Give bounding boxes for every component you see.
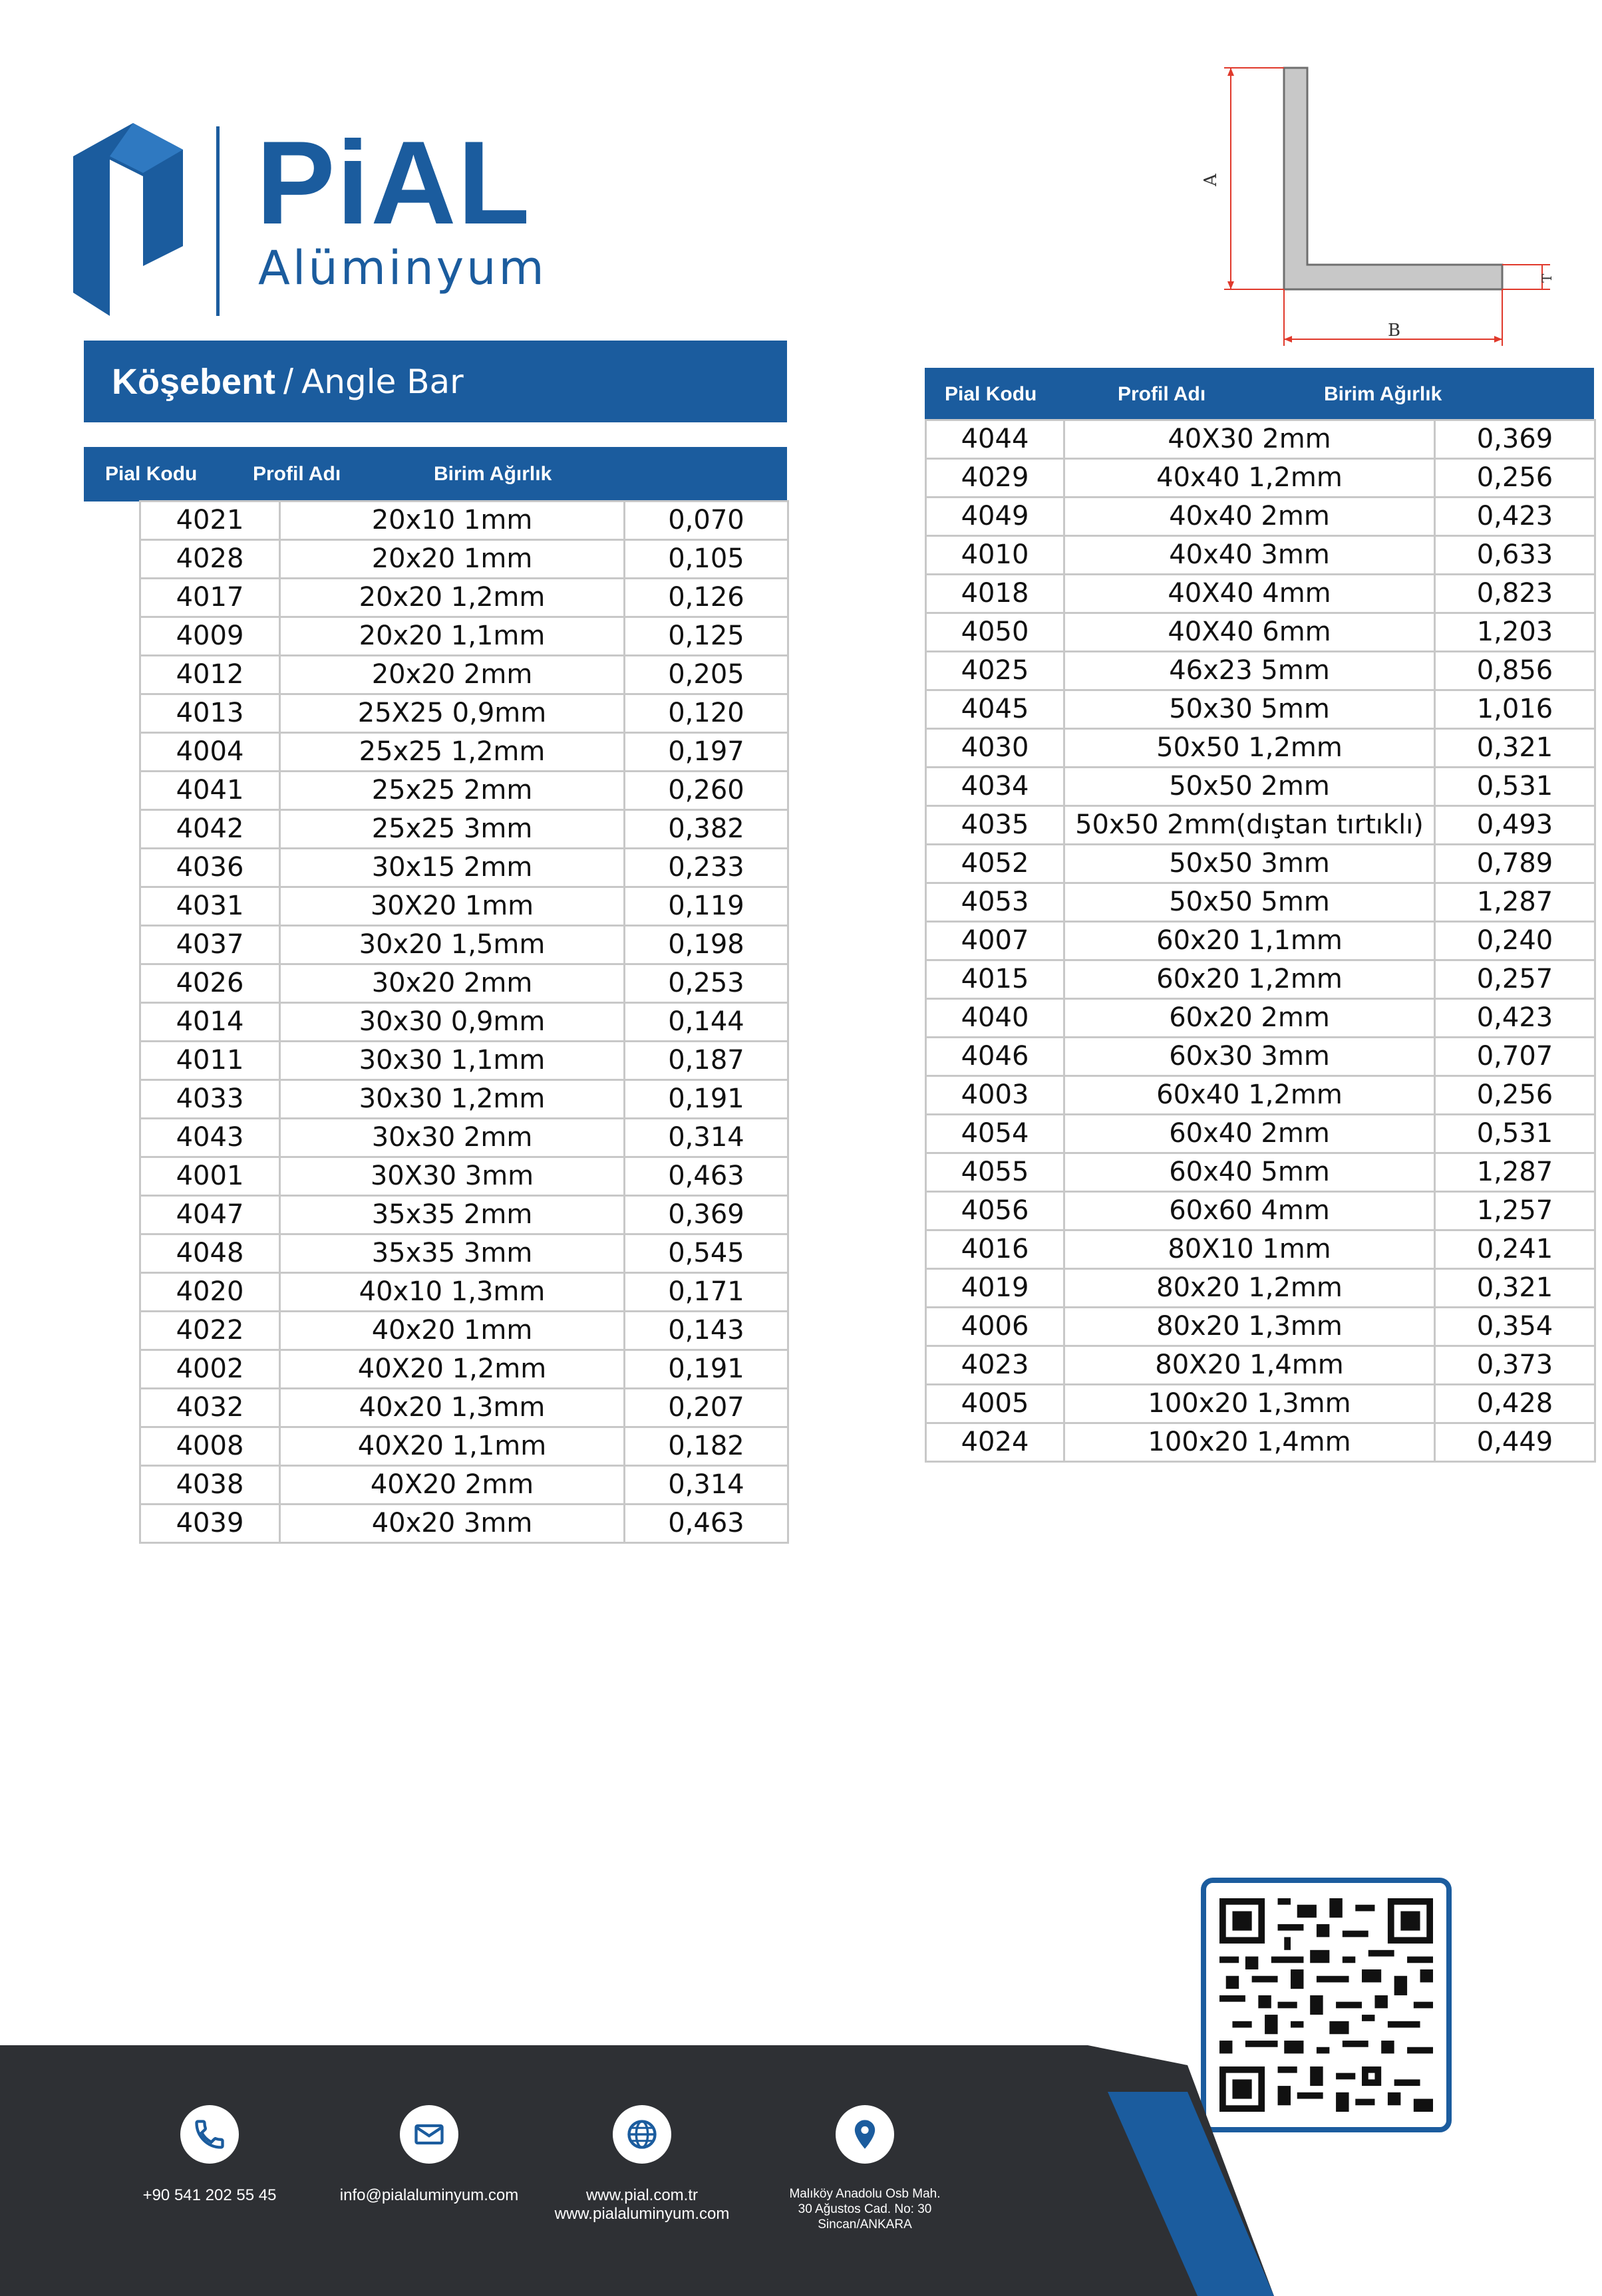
unit-weight: 0,321 [1435,1269,1595,1308]
table-row [926,1076,1595,1115]
profile-name: 40x20 3mm [280,1505,625,1543]
profile-code: 4022 [140,1312,280,1350]
unit-weight: 0,143 [625,1312,788,1350]
table-row [926,1153,1595,1192]
unit-weight: 0,423 [1435,498,1595,536]
table-row [926,652,1595,690]
unit-weight: 0,105 [625,540,788,579]
unit-weight: 0,171 [625,1273,788,1312]
profile-code: 4032 [140,1389,280,1427]
profile-code: 4021 [140,502,280,540]
unit-weight: 0,463 [625,1505,788,1543]
table-row [140,1234,788,1273]
profile-code: 4025 [926,652,1064,690]
header-code: Pial Kodu [945,383,1037,405]
profile-name: 40X20 2mm [280,1466,625,1505]
section-title-bar [84,341,787,422]
profile-name: 25x25 3mm [280,810,625,849]
profile-name: 50x30 5mm [1064,690,1435,729]
table-row [926,999,1595,1038]
location-icon [848,2117,882,2152]
unit-weight: 0,256 [1435,459,1595,498]
profile-name: 30x20 2mm [280,964,625,1003]
table-row [926,1192,1595,1230]
profile-name: 40X40 4mm [1064,575,1435,613]
unit-weight: 0,197 [625,733,788,772]
profile-name: 40x20 1,3mm [280,1389,625,1427]
table-row [140,540,788,579]
profile-name: 30x15 2mm [280,849,625,887]
profile-name: 80X10 1mm [1064,1230,1435,1269]
dimension-a-label: A [1201,174,1221,186]
table-row [926,613,1595,652]
profile-code: 4043 [140,1119,280,1157]
table-row [140,1196,788,1234]
profile-code: 4005 [926,1385,1064,1423]
profile-code: 4015 [926,960,1064,999]
profile-name: 20x20 1,1mm [280,617,625,656]
profile-code: 4044 [926,420,1064,459]
unit-weight: 0,428 [1435,1385,1595,1423]
header-name: Profil Adı [1118,383,1206,405]
table-row [140,617,788,656]
unit-weight: 0,198 [625,926,788,964]
table-row [926,1115,1595,1153]
unit-weight: 0,207 [625,1389,788,1427]
table-row [140,1157,788,1196]
profile-code: 4029 [926,459,1064,498]
profile-code: 4056 [926,1192,1064,1230]
profile-name: 35x35 3mm [280,1234,625,1273]
profile-code: 4030 [926,729,1064,768]
profile-code: 4045 [926,690,1064,729]
unit-weight: 0,369 [625,1196,788,1234]
website-1: www.pial.com.tr [585,2186,699,2204]
profile-code: 4009 [140,617,280,656]
table-row [926,498,1595,536]
unit-weight: 0,233 [625,849,788,887]
unit-weight: 0,463 [625,1157,788,1196]
profile-name: 30x30 2mm [280,1119,625,1157]
unit-weight: 0,823 [1435,575,1595,613]
unit-weight: 0,856 [1435,652,1595,690]
profile-name: 60x40 5mm [1064,1153,1435,1192]
unit-weight: 0,423 [1435,999,1595,1038]
unit-weight: 0,531 [1435,1115,1595,1153]
section-title-separator: / [283,361,294,402]
profile-name: 25X25 0,9mm [280,694,625,733]
table-row [926,922,1595,960]
profile-name: 20x10 1mm [280,502,625,540]
mail-icon [412,2117,446,2152]
unit-weight: 0,314 [625,1119,788,1157]
profile-code: 4017 [140,579,280,617]
profile-name: 40X40 6mm [1064,613,1435,652]
address-line-1: Malıköy Anadolu Osb Mah. [789,2187,941,2201]
profile-code: 4010 [926,536,1064,575]
dimension-t-label: T [1539,273,1555,283]
profile-code: 4040 [926,999,1064,1038]
unit-weight: 0,260 [625,772,788,810]
profile-code: 4036 [140,849,280,887]
unit-weight: 1,287 [1435,1153,1595,1192]
profile-name: 40X30 2mm [1064,420,1435,459]
profile-code: 4055 [926,1153,1064,1192]
unit-weight: 0,144 [625,1003,788,1042]
profile-name: 60x30 3mm [1064,1038,1435,1076]
profile-name: 80x20 1,2mm [1064,1269,1435,1308]
table-row [140,849,788,887]
unit-weight: 0,191 [625,1080,788,1119]
table-row [926,729,1595,768]
address-line-3: Sincan/ANKARA [818,2218,912,2231]
profile-code: 4048 [140,1234,280,1273]
profile-name: 40x40 2mm [1064,498,1435,536]
profile-code: 4004 [140,733,280,772]
unit-weight: 0,531 [1435,768,1595,806]
profile-name: 40x40 3mm [1064,536,1435,575]
profile-code: 4018 [926,575,1064,613]
unit-weight: 0,120 [625,694,788,733]
unit-weight: 0,373 [1435,1346,1595,1385]
phone-number: +90 541 202 55 45 [142,2186,277,2204]
profile-code: 4052 [926,845,1064,883]
table-row [140,694,788,733]
section-title-tr: Köşebent [112,361,276,402]
table-row [926,690,1595,729]
profile-code: 4054 [926,1115,1064,1153]
table-row [140,579,788,617]
unit-weight: 0,354 [1435,1308,1595,1346]
profile-code: 4006 [926,1308,1064,1346]
table-row [140,926,788,964]
profile-code: 4007 [926,922,1064,960]
contact-address[interactable] [758,2105,971,2232]
profile-name: 30X30 3mm [280,1157,625,1196]
email-address: info@pialaluminyum.com [339,2186,519,2204]
profile-code: 4001 [140,1157,280,1196]
table-row [926,1346,1595,1385]
header-name: Profil Adı [253,463,341,485]
profile-code: 4049 [926,498,1064,536]
table-row [140,1427,788,1466]
profile-code: 4053 [926,883,1064,922]
table-row [140,1389,788,1427]
profile-code: 4042 [140,810,280,849]
profile-name: 40x20 1mm [280,1312,625,1350]
table-row [140,733,788,772]
pial-logo-mark-icon [73,123,186,316]
unit-weight: 0,241 [1435,1230,1595,1269]
table-row [140,772,788,810]
profile-name: 40x40 1,2mm [1064,459,1435,498]
profile-code: 4014 [140,1003,280,1042]
profile-name: 60x40 2mm [1064,1115,1435,1153]
table-row [140,1273,788,1312]
unit-weight: 0,314 [625,1466,788,1505]
globe-icon [625,2117,659,2152]
profile-code: 4011 [140,1042,280,1080]
profile-name: 30x30 1,1mm [280,1042,625,1080]
contact-phone[interactable] [103,2105,316,2205]
unit-weight: 0,126 [625,579,788,617]
profile-code: 4046 [926,1038,1064,1076]
unit-weight: 1,287 [1435,883,1595,922]
profile-code: 4050 [926,613,1064,652]
profile-code: 4035 [926,806,1064,845]
profile-code: 4037 [140,926,280,964]
right-profile-table [925,419,1596,1463]
right-table-header [925,368,1594,421]
profile-name: 50x50 5mm [1064,883,1435,922]
profile-code: 4026 [140,964,280,1003]
website-2: www.pialaluminyum.com [554,2205,730,2223]
table-row [926,960,1595,999]
unit-weight: 0,382 [625,810,788,849]
profile-code: 4002 [140,1350,280,1389]
unit-weight: 0,633 [1435,536,1595,575]
profile-name: 50x50 2mm [1064,768,1435,806]
profile-name: 60x60 4mm [1064,1192,1435,1230]
profile-name: 100x20 1,3mm [1064,1385,1435,1423]
profile-code: 4047 [140,1196,280,1234]
profile-code: 4031 [140,887,280,926]
unit-weight: 0,789 [1435,845,1595,883]
profile-name: 60x20 2mm [1064,999,1435,1038]
profile-code: 4019 [926,1269,1064,1308]
profile-name: 40x10 1,3mm [280,1273,625,1312]
unit-weight: 0,119 [625,887,788,926]
unit-weight: 0,369 [1435,420,1595,459]
section-title-en: Angle Bar [301,362,464,401]
header-weight: Birim Ağırlık [1324,383,1442,405]
unit-weight: 0,257 [1435,960,1595,999]
brand-name: PiAL [256,116,532,249]
left-table-header [84,447,787,502]
table-row [140,656,788,694]
profile-name: 80x20 1,3mm [1064,1308,1435,1346]
unit-weight: 0,493 [1435,806,1595,845]
table-row [926,845,1595,883]
profile-name: 46x23 5mm [1064,652,1435,690]
table-row [140,1466,788,1505]
unit-weight: 0,707 [1435,1038,1595,1076]
profile-name: 60x20 1,1mm [1064,922,1435,960]
table-row [140,1003,788,1042]
table-row [926,420,1595,459]
unit-weight: 0,187 [625,1042,788,1080]
table-row [140,1312,788,1350]
table-row [140,1042,788,1080]
left-profile-table [139,500,789,1544]
brand-subtitle: Alüminyum [258,241,547,295]
table-row [926,536,1595,575]
contact-email[interactable] [323,2105,536,2205]
unit-weight: 0,205 [625,656,788,694]
profile-code: 4023 [926,1346,1064,1385]
address-line-2: 30 Ağustos Cad. No: 30 [798,2202,932,2216]
profile-code: 4008 [140,1427,280,1466]
profile-name: 20x20 1mm [280,540,625,579]
unit-weight: 0,240 [1435,922,1595,960]
profile-code: 4033 [140,1080,280,1119]
profile-name: 20x20 2mm [280,656,625,694]
profile-name: 25x25 2mm [280,772,625,810]
unit-weight: 0,125 [625,617,788,656]
unit-weight: 0,070 [625,502,788,540]
phone-icon [192,2117,227,2152]
unit-weight: 0,182 [625,1427,788,1466]
table-row [140,1350,788,1389]
profile-code: 4041 [140,772,280,810]
table-row [926,1385,1595,1423]
profile-code: 4013 [140,694,280,733]
profile-name: 40X20 1,2mm [280,1350,625,1389]
table-row [926,1038,1595,1076]
brand-logo [73,116,552,316]
angle-profile-diagram [1201,53,1563,359]
header-code: Pial Kodu [105,463,198,485]
profile-code: 4024 [926,1423,1064,1462]
table-row [926,1269,1595,1308]
profile-name: 30x20 1,5mm [280,926,625,964]
unit-weight: 0,256 [1435,1076,1595,1115]
profile-name: 60x40 1,2mm [1064,1076,1435,1115]
unit-weight: 0,321 [1435,729,1595,768]
profile-code: 4028 [140,540,280,579]
footer [0,2045,1602,2296]
profile-name: 25x25 1,2mm [280,733,625,772]
table-row [926,459,1595,498]
profile-name: 30X20 1mm [280,887,625,926]
profile-name: 60x20 1,2mm [1064,960,1435,999]
logo-separator [216,126,220,316]
unit-weight: 1,016 [1435,690,1595,729]
profile-name: 50x50 2mm(dıştan tırtıklı) [1064,806,1435,845]
table-row [926,883,1595,922]
profile-name: 80X20 1,4mm [1064,1346,1435,1385]
table-row [926,1230,1595,1269]
table-row [140,502,788,540]
table-row [926,1308,1595,1346]
profile-code: 4016 [926,1230,1064,1269]
dimension-b-label: B [1388,321,1401,341]
unit-weight: 0,191 [625,1350,788,1389]
unit-weight: 0,545 [625,1234,788,1273]
profile-name: 30x30 0,9mm [280,1003,625,1042]
profile-name: 100x20 1,4mm [1064,1423,1435,1462]
profile-code: 4003 [926,1076,1064,1115]
table-row [140,887,788,926]
unit-weight: 0,449 [1435,1423,1595,1462]
profile-name: 20x20 1,2mm [280,579,625,617]
header-weight: Birim Ağırlık [434,463,552,485]
profile-name: 35x35 2mm [280,1196,625,1234]
table-row [140,1505,788,1543]
table-row [926,1423,1595,1462]
profile-name: 30x30 1,2mm [280,1080,625,1119]
table-row [926,806,1595,845]
profile-code: 4039 [140,1505,280,1543]
table-row [140,964,788,1003]
table-row [140,810,788,849]
contact-website[interactable] [536,2105,748,2224]
profile-code: 4012 [140,656,280,694]
profile-name: 50x50 3mm [1064,845,1435,883]
table-row [140,1080,788,1119]
profile-name: 50x50 1,2mm [1064,729,1435,768]
table-row [926,575,1595,613]
table-row [926,768,1595,806]
unit-weight: 1,257 [1435,1192,1595,1230]
unit-weight: 0,253 [625,964,788,1003]
unit-weight: 1,203 [1435,613,1595,652]
profile-code: 4034 [926,768,1064,806]
table-row [140,1119,788,1157]
profile-code: 4038 [140,1466,280,1505]
profile-code: 4020 [140,1273,280,1312]
profile-name: 40X20 1,1mm [280,1427,625,1466]
